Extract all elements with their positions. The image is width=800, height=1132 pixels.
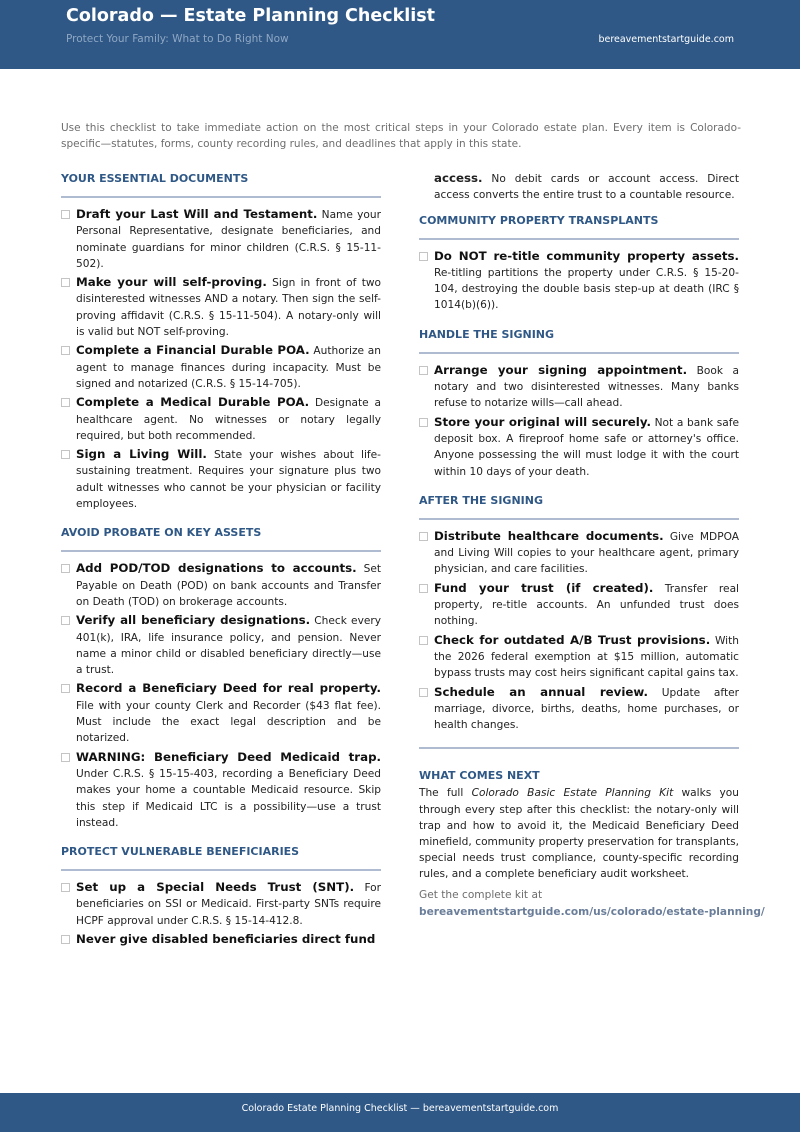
item-lead: Arrange your signing appointment. <box>434 362 688 377</box>
checklist-item <box>61 612 381 678</box>
checkbox[interactable] <box>419 252 428 261</box>
item-desc: Sign in front of two disinterested witnesses AND a notary. Then sign the self-proving affidavit (C.R.S. § 15-11-504). A notary-only will is valid but NOT self-proving. <box>76 277 382 339</box>
item-lead: access. <box>434 171 483 185</box>
checklist-item <box>61 931 381 948</box>
item-desc: Give MDPOA and Living Will copies to your healthcare agent, primary physician, and care facilities. <box>434 530 739 576</box>
checkbox[interactable] <box>61 450 70 459</box>
item-lead: Sign a Living Will. <box>76 447 207 462</box>
checklist-item <box>61 394 381 444</box>
section-divider <box>61 869 381 871</box>
item-lead: Check for outdated A/B Trust provisions. <box>434 632 711 647</box>
checklist-item <box>61 749 381 831</box>
item-lead: Complete a Medical Durable POA. <box>76 395 310 410</box>
item-lead: Record a Beneficiary Deed for real property. <box>76 681 381 696</box>
checklist-item-continuation <box>419 170 739 204</box>
checklist-essential <box>61 206 381 512</box>
section-title-after: AFTER THE SIGNING <box>419 493 543 507</box>
checklist-after <box>419 528 739 734</box>
item-lead: Set up a Special Needs Trust (SNT). <box>76 880 355 895</box>
item-desc: For beneficiaries on SSI or Medicaid. First-party SNTs require HCPF approval under C.R.S. § 15-14-412.8. <box>76 882 382 927</box>
checklist-vulnerable <box>61 879 381 948</box>
checklist-item <box>61 446 381 512</box>
item-desc: State your wishes about life-sustaining treatment. Requires your signature plus two adult witnesses who cannot be your physician or facility employees. <box>76 449 382 511</box>
checkbox[interactable] <box>61 684 70 693</box>
item-lead: Draft your Last Will and Testament. <box>76 207 318 221</box>
section-title-essential: YOUR ESSENTIAL DOCUMENTS <box>61 172 249 185</box>
checklist-item <box>61 879 381 929</box>
page-subtitle: Protect Your Family: What to Do Right Now <box>66 33 289 45</box>
checklist-item <box>419 528 739 578</box>
page-header <box>0 0 800 69</box>
header-site-link[interactable]: bereavementstartguide.com <box>598 34 734 45</box>
item-lead: Add POD/TOD designations to accounts. <box>76 561 357 576</box>
section-divider <box>61 550 381 552</box>
checkbox[interactable] <box>419 636 428 645</box>
checklist-item <box>419 362 739 412</box>
page-title: Colorado — Estate Planning Checklist <box>66 6 436 26</box>
checkbox[interactable] <box>61 564 70 573</box>
right-column <box>419 170 765 921</box>
checklist-community <box>419 248 739 314</box>
checklist-item <box>419 580 739 630</box>
checkbox[interactable] <box>419 532 428 541</box>
checklist-probate <box>61 560 381 831</box>
item-desc: Book a notary and two disinterested witnesses. Many banks refuse to notarize wills—call ahead. <box>434 364 740 410</box>
checkbox[interactable] <box>61 883 70 892</box>
kit-link[interactable]: bereavementstartguide.com/us/colorado/estate-planning/ <box>419 905 765 918</box>
checklist-item <box>61 206 381 272</box>
item-desc: Check every 401(k), IRA, life insurance policy, and pension. Never name a minor child or disabled beneficiary directly—use a trust. <box>76 615 381 677</box>
what-comes-next-title: WHAT COMES NEXT <box>419 769 540 783</box>
section-title-community: COMMUNITY PROPERTY TRANSPLANTS <box>419 213 659 227</box>
checklist-item <box>61 680 381 746</box>
item-lead: Do NOT re-title community property assets. <box>434 248 739 263</box>
item-lead: Never give disabled beneficiaries direct fund <box>76 931 376 946</box>
item-desc: Set Payable on Death (POD) on bank accounts and Transfer on Death (TOD) on brokerage accounts. <box>76 563 381 608</box>
checklist-item <box>419 414 739 480</box>
checkbox[interactable] <box>61 210 70 219</box>
item-desc: Designate a healthcare agent. No witnesses or notary legally required, but both recommended. <box>76 397 381 442</box>
item-lead: Complete a Financial Durable POA. <box>76 343 310 358</box>
checkbox[interactable] <box>61 753 70 762</box>
section-divider <box>419 518 739 520</box>
checkbox[interactable] <box>419 418 428 427</box>
checkbox[interactable] <box>61 616 70 625</box>
item-desc: Not a bank safe deposit box. A fireproof home safe or attorney's office. Anyone possessing the will must lodge it with the court within 10 days of your death. <box>434 416 739 478</box>
item-lead: Verify all beneficiary designations. <box>76 613 311 628</box>
checklist-item <box>419 632 739 682</box>
checklist-item <box>419 248 739 314</box>
kit-name: Colorado Basic Estate Planning Kit <box>471 787 674 800</box>
item-desc: Authorize an agent to manage finances during incapacity. Must be signed and notarized (C.R.S. § 15-14-705). <box>76 345 381 390</box>
left-column <box>61 170 381 950</box>
item-desc: With the 2026 federal exemption at $15 million, automatic bypass trusts may cost heirs significant capital gains tax. <box>434 634 739 680</box>
item-desc: Re-titling partitions the property under C.R.S. § 15-20-104, destroying the double basis step-up at death (IRC § 1014(b)(6)). <box>434 266 739 312</box>
section-divider <box>61 196 381 198</box>
page-footer <box>0 1093 800 1132</box>
item-lead: Fund your trust (if created). <box>434 580 654 595</box>
checkbox[interactable] <box>61 398 70 407</box>
section-title-signing: HANDLE THE SIGNING <box>419 327 555 341</box>
item-desc: File with your county Clerk and Recorder ($43 flat fee). Must include the exact legal description and be notarized. <box>76 699 381 745</box>
item-desc: Transfer real property, re-title accounts. An unfunded trust does nothing. <box>434 582 740 628</box>
checklist-item <box>61 342 381 392</box>
item-lead: WARNING: Beneficiary Deed Medicaid trap. <box>76 749 381 764</box>
item-desc: Update after marriage, divorce, births, deaths, home purchases, or health changes. <box>434 686 739 732</box>
checkbox[interactable] <box>61 278 70 287</box>
checkbox[interactable] <box>61 346 70 355</box>
checklist-item <box>61 560 381 610</box>
item-lead: Store your original will securely. <box>434 414 651 429</box>
item-lead: Schedule an annual review. <box>434 684 649 699</box>
checkbox[interactable] <box>61 935 70 944</box>
section-title-vulnerable: PROTECT VULNERABLE BENEFICIARIES <box>61 845 300 859</box>
item-desc: Under C.R.S. § 15-15-403, recording a Beneficiary Deed makes your home a countable Medicaid resource. Skip this step if Medicaid LTC is a possibility—use a trust instead. <box>76 767 381 829</box>
what-comes-next-body: The full Colorado Basic Estate Planning Kit walks you through every step after this checklist: the notary-only will trap and how to avoid it, the Medicaid Beneficiary Deed minefield, community property preservation for transplants, special needs trust compliance, county-specific recording rules, and a complete beneficiary audit worksheet. <box>419 787 739 881</box>
item-desc: No debit cards or account access. Direct access converts the entire trust to a countable resource. <box>434 173 739 202</box>
kit-get-label: Get the complete kit at <box>419 888 543 901</box>
section-divider <box>419 238 739 240</box>
item-lead: Make your will self-proving. <box>76 275 267 290</box>
checklist-item <box>61 274 381 340</box>
section-divider <box>419 352 739 354</box>
section-divider <box>419 747 739 749</box>
checkbox[interactable] <box>419 584 428 593</box>
intro-text: Use this checklist to take immediate action on the most critical steps in your Colorado estate plan. Every item is Colorado-specific—statutes, forms, county recording rules, and deadlines that apply in this state. <box>61 122 741 150</box>
checkbox[interactable] <box>419 688 428 697</box>
item-desc: Name your Personal Representative, designate beneficiaries, and nominate guardians for minor children (C.R.S. § 15-11-502). <box>76 209 381 270</box>
section-title-probate: AVOID PROBATE ON KEY ASSETS <box>61 526 262 540</box>
item-lead: Distribute healthcare documents. <box>434 528 664 543</box>
footer-text: Colorado Estate Planning Checklist — bereavementstartguide.com <box>241 1103 559 1114</box>
checkbox[interactable] <box>419 366 428 375</box>
checklist-signing <box>419 362 739 480</box>
checklist-item <box>419 684 739 734</box>
